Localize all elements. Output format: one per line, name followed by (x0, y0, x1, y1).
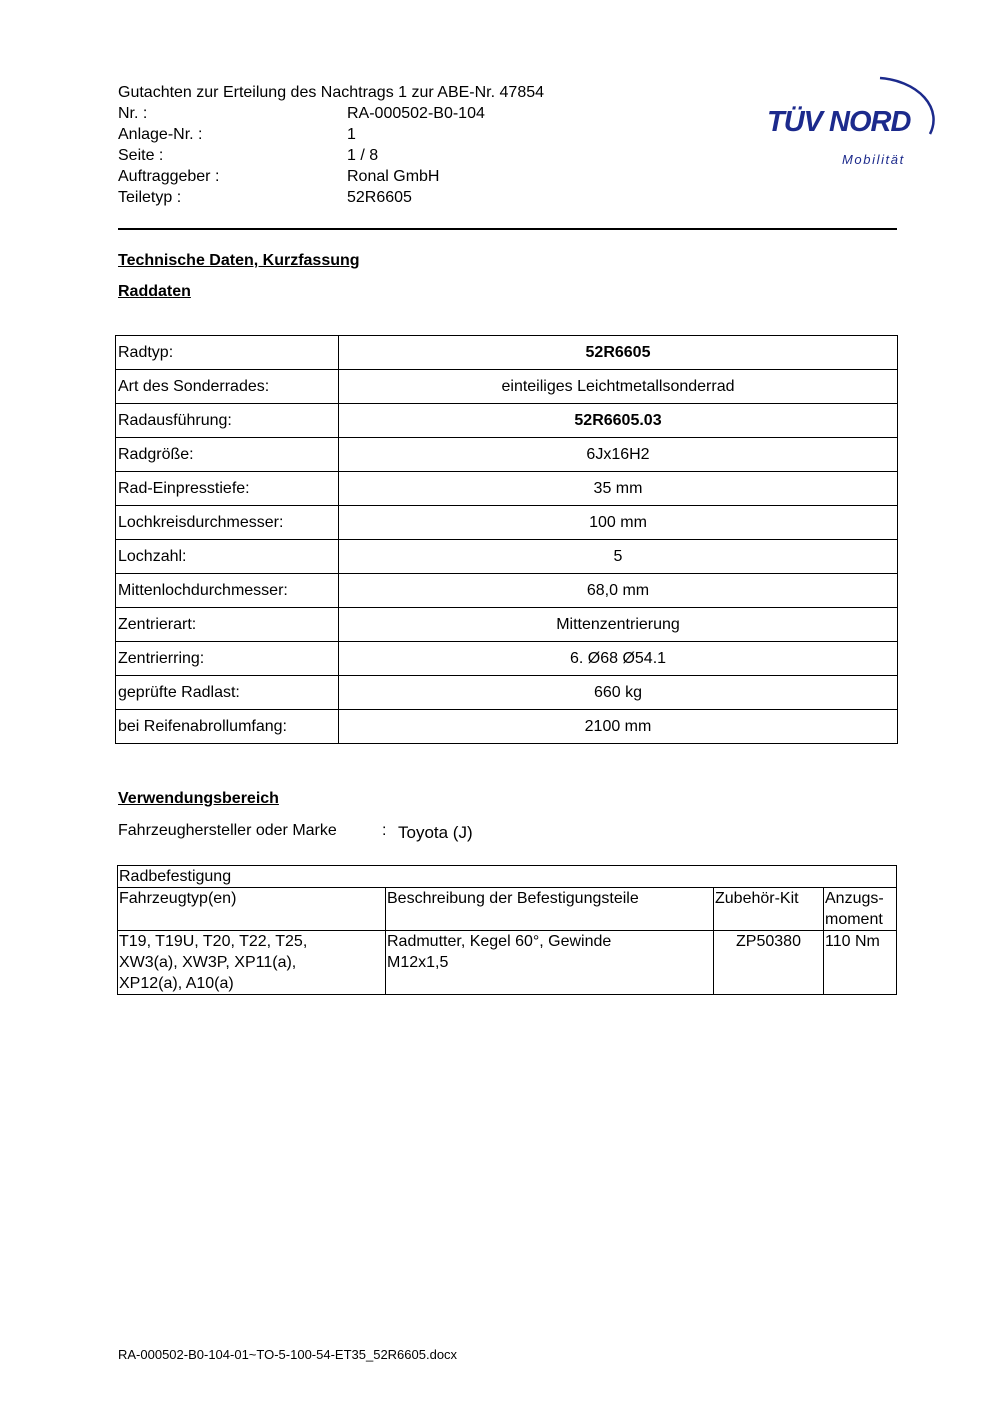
raddaten-value: 52R6605 (339, 336, 898, 370)
footer-filename: RA-000502-B0-104-01~TO-5-100-54-ET35_52R6605.docx (118, 1347, 458, 1362)
raddaten-table (115, 335, 898, 744)
table-row (116, 540, 898, 574)
raddaten-value: 6Jx16H2 (339, 438, 898, 472)
raddaten-label: Art des Sonderrades: (116, 370, 339, 404)
table-row (116, 404, 898, 438)
raddaten-value: 6. Ø68 Ø54.1 (339, 642, 898, 676)
raddaten-value: 660 kg (339, 676, 898, 710)
radbefestigung-title: Radbefestigung (118, 866, 897, 888)
raddaten-value: Mittenzentrierung (339, 608, 898, 642)
raddaten-label: bei Reifenabrollumfang: (116, 710, 339, 744)
raddaten-label: geprüfte Radlast: (116, 676, 339, 710)
raddaten-label: Radtyp: (116, 336, 339, 370)
col-header-anzugsmoment: Anzugs- moment (824, 888, 897, 931)
manufacturer-label: Fahrzeughersteller oder Marke (118, 822, 337, 839)
cell-fahrzeugtypen: T19, T19U, T20, T22, T25, XW3(a), XW3P, XP11(a), XP12(a), A10(a) (118, 931, 386, 995)
cell-anzugsmoment: 110 Nm (824, 931, 897, 995)
table-row (116, 574, 898, 608)
table-row (116, 336, 898, 370)
table-row (116, 438, 898, 472)
table-row (116, 370, 898, 404)
header-label-seite: Seite : (118, 147, 164, 164)
raddaten-label: Rad-Einpresstiefe: (116, 472, 339, 506)
section-heading-raddaten: Raddaten (118, 283, 191, 300)
table-row (116, 472, 898, 506)
raddaten-label: Radgröße: (116, 438, 339, 472)
section-heading-verwendungsbereich: Verwendungsbereich (118, 790, 279, 807)
table-row (116, 608, 898, 642)
raddaten-value: 35 mm (339, 472, 898, 506)
radbefestigung-table (117, 865, 897, 995)
table-row (116, 676, 898, 710)
table-row (118, 931, 897, 995)
raddaten-label: Zentrierart: (116, 608, 339, 642)
header-value-auftraggeber: Ronal GmbH (347, 168, 440, 185)
raddaten-label: Lochkreisdurchmesser: (116, 506, 339, 540)
header-value-anlage: 1 (347, 126, 356, 143)
raddaten-value: 5 (339, 540, 898, 574)
raddaten-value: 100 mm (339, 506, 898, 540)
logo-brand-text: TÜV NORD (767, 106, 911, 138)
header-label-nr: Nr. : (118, 105, 148, 122)
table-row (116, 642, 898, 676)
header-label-auftraggeber: Auftraggeber : (118, 168, 220, 185)
raddaten-value: 68,0 mm (339, 574, 898, 608)
col-header-fahrzeugtyp: Fahrzeugtyp(en) (118, 888, 386, 931)
header-value-nr: RA-000502-B0-104 (347, 105, 485, 122)
cell-beschreibung: Radmutter, Kegel 60°, Gewinde M12x1,5 (386, 931, 714, 995)
header-value-teiletyp: 52R6605 (347, 189, 412, 206)
raddaten-label: Zentrierring: (116, 642, 339, 676)
header-divider (118, 228, 897, 230)
raddaten-value: 52R6605.03 (339, 404, 898, 438)
raddaten-label: Lochzahl: (116, 540, 339, 574)
table-row (116, 710, 898, 744)
logo-tagline: Mobilität (842, 152, 905, 167)
col-header-beschreibung: Beschreibung der Befestigungsteile (386, 888, 714, 931)
table-row (116, 506, 898, 540)
raddaten-value: einteiliges Leichtmetallsonderrad (339, 370, 898, 404)
header-label-teiletyp: Teiletyp : (118, 189, 182, 206)
raddaten-label: Mittenlochdurchmesser: (116, 574, 339, 608)
header-label-anlage: Anlage-Nr. : (118, 126, 203, 143)
manufacturer-value: Toyota (J) (398, 823, 473, 842)
header-value-seite: 1 / 8 (347, 147, 379, 164)
document-title: Gutachten zur Erteilung des Nachtrags 1 zur ABE-Nr. 47854 (118, 84, 545, 101)
header-info (118, 103, 485, 208)
manufacturer-colon: : (382, 822, 387, 839)
section-heading-technische-daten: Technische Daten, Kurzfassung (118, 252, 360, 269)
raddaten-value: 2100 mm (339, 710, 898, 744)
col-header-zubehoer-kit: Zubehör-Kit (714, 888, 824, 931)
raddaten-label: Radausführung: (116, 404, 339, 438)
cell-zubehoer-kit: ZP50380 (714, 931, 824, 995)
